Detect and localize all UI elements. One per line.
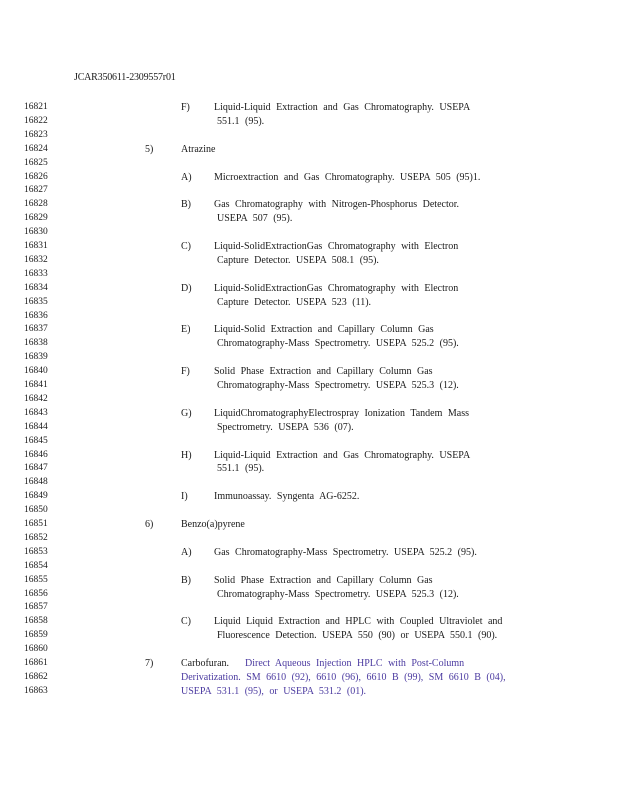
line-16823 xyxy=(0,129,618,142)
item-label: B) xyxy=(181,574,191,586)
item-label: E) xyxy=(181,324,191,336)
line-text: Benzo(a)pyrene xyxy=(181,519,245,530)
line-number: 16845 xyxy=(24,435,48,446)
line-16862 xyxy=(0,671,618,684)
line-16841 xyxy=(0,379,618,392)
line-text: Chromatography-Mass Spectrometry. USEPA 525.3 (12). xyxy=(217,588,459,600)
line-number: 16841 xyxy=(24,380,48,390)
line-number: 16849 xyxy=(24,491,48,502)
line-number: 16846 xyxy=(24,449,48,460)
line-16833 xyxy=(0,268,618,281)
line-text: Chromatography-Mass Spectrometry. USEPA 525.2 (95). xyxy=(217,338,459,350)
line-text: Solid Phase Extraction and Capillary Column Gas xyxy=(214,366,433,378)
line-16838 xyxy=(0,337,618,350)
line-text: Liquid-Solid Extraction and Capillary Column Gas xyxy=(214,324,434,336)
item-label: C) xyxy=(181,616,191,628)
item-label: F) xyxy=(181,102,190,113)
line-number: 16833 xyxy=(24,268,48,279)
line-number: 16821 xyxy=(24,102,48,112)
line-text: Capture Detector. USEPA 523 (11). xyxy=(217,296,372,308)
line-number: 16862 xyxy=(24,671,48,682)
line-16853 xyxy=(0,546,618,559)
line-number: 16830 xyxy=(24,227,48,238)
line-number: 16852 xyxy=(24,532,48,543)
line-16857 xyxy=(0,601,618,614)
line-number: 16844 xyxy=(24,421,48,432)
line-number: 16847 xyxy=(24,463,48,474)
line-text: Gas Chromatography with Nitrogen-Phosphorus Detector. xyxy=(214,199,460,211)
line-16844 xyxy=(0,421,618,434)
line-text: Chromatography-Mass Spectrometry. USEPA 525.3 (12). xyxy=(217,380,459,391)
line-16845 xyxy=(0,435,618,448)
line-16826 xyxy=(0,171,618,184)
line-16860 xyxy=(0,643,618,656)
line-number: 16843 xyxy=(24,407,48,418)
line-text: Liquid-SolidExtractionGas Chromatography with Electron xyxy=(214,241,459,252)
line-number: 16834 xyxy=(24,282,48,293)
line-16850 xyxy=(0,504,618,517)
line-text: Immunoassay. Syngenta AG-6252. xyxy=(214,491,360,503)
line-text: Liquid-Liquid Extraction and Gas Chromatography. USEPA xyxy=(214,449,471,461)
line-number: 16824 xyxy=(24,143,48,154)
item-label: H) xyxy=(181,449,192,461)
line-text: USEPA 531.1 (95), or USEPA 531.2 (01). xyxy=(181,685,367,697)
line-text: 551.1 (95). xyxy=(217,463,265,475)
line-number: 16860 xyxy=(24,644,48,655)
line-16854 xyxy=(0,560,618,573)
line-number: 16838 xyxy=(24,338,48,349)
line-text: Carbofuran. xyxy=(181,658,230,669)
line-number: 16832 xyxy=(24,254,48,265)
document-header: JCAR350611-2309557r01 xyxy=(74,72,176,83)
line-number: 16855 xyxy=(24,574,48,585)
line-number: 16853 xyxy=(24,546,48,557)
line-16851 xyxy=(0,518,618,531)
line-number: 16857 xyxy=(24,602,48,613)
line-number: 16854 xyxy=(24,560,48,571)
line-number: 16823 xyxy=(24,129,48,140)
line-16846 xyxy=(0,449,618,462)
line-number: 16850 xyxy=(24,505,48,516)
line-text: Solid Phase Extraction and Capillary Column Gas xyxy=(214,574,433,586)
line-number: 16827 xyxy=(24,185,48,196)
line-number: 16831 xyxy=(24,241,48,251)
line-16848 xyxy=(0,476,618,489)
item-label: C) xyxy=(181,241,191,252)
line-text-continued: Direct Aqueous Injection HPLC with Post-Column xyxy=(245,658,465,669)
line-16840 xyxy=(0,365,618,378)
line-16831 xyxy=(0,240,618,253)
item-label: A) xyxy=(181,546,192,558)
line-number: 16851 xyxy=(24,519,48,529)
line-text: Microextraction and Gas Chromatography. USEPA 505 (95)1. xyxy=(214,171,481,183)
line-number: 16835 xyxy=(24,296,48,307)
line-number: 16828 xyxy=(24,199,48,210)
line-text: Fluorescence Detection. USEPA 550 (90) or USEPA 550.1 (90). xyxy=(217,630,498,642)
line-text: Gas Chromatography-Mass Spectrometry. USEPA 525.2 (95). xyxy=(214,546,477,558)
item-label: G) xyxy=(181,407,192,419)
line-number: 16856 xyxy=(24,588,48,599)
line-text: 551.1 (95). xyxy=(217,115,265,127)
line-number: 16863 xyxy=(24,685,48,696)
line-16863 xyxy=(0,685,618,698)
line-16821 xyxy=(0,101,618,114)
item-label: 6) xyxy=(145,519,154,530)
line-number: 16822 xyxy=(24,115,48,126)
line-number: 16858 xyxy=(24,616,48,627)
line-number: 16837 xyxy=(24,324,48,335)
line-16828 xyxy=(0,198,618,211)
item-label: 7) xyxy=(145,658,154,669)
line-text: Atrazine xyxy=(181,143,216,155)
item-label: A) xyxy=(181,171,192,183)
line-text: Derivatization. SM 6610 (92), 6610 (96), 6610 B (99), SM 6610 B (04), xyxy=(181,671,506,683)
line-16837 xyxy=(0,323,618,336)
line-text: Capture Detector. USEPA 508.1 (95). xyxy=(217,254,379,266)
line-16835 xyxy=(0,296,618,309)
line-16847 xyxy=(0,462,618,475)
line-16827 xyxy=(0,184,618,197)
line-16834 xyxy=(0,282,618,295)
line-16861 xyxy=(0,657,618,670)
line-16836 xyxy=(0,310,618,323)
item-label: 5) xyxy=(145,143,154,155)
item-label: F) xyxy=(181,366,190,378)
line-16852 xyxy=(0,532,618,545)
line-number: 16861 xyxy=(24,658,48,668)
line-16829 xyxy=(0,212,618,225)
line-text: LiquidChromatographyElectrospray Ionization Tandem Mass xyxy=(214,407,470,419)
line-number: 16829 xyxy=(24,213,48,224)
line-16830 xyxy=(0,226,618,239)
line-16832 xyxy=(0,254,618,267)
line-number: 16859 xyxy=(24,630,48,641)
line-number: 16848 xyxy=(24,477,48,488)
line-16822 xyxy=(0,115,618,128)
line-number: 16839 xyxy=(24,352,48,363)
line-text: Spectrometry. USEPA 536 (07). xyxy=(217,421,354,433)
line-text: USEPA 507 (95). xyxy=(217,213,293,225)
line-16856 xyxy=(0,588,618,601)
line-text: Liquid Liquid Extraction and HPLC with Coupled Ultraviolet and xyxy=(214,616,503,628)
line-16859 xyxy=(0,629,618,642)
line-16825 xyxy=(0,157,618,170)
line-number: 16836 xyxy=(24,310,48,321)
line-number: 16842 xyxy=(24,393,48,404)
line-number: 16840 xyxy=(24,366,48,377)
line-16849 xyxy=(0,490,618,503)
line-16839 xyxy=(0,351,618,364)
line-16842 xyxy=(0,393,618,406)
line-16855 xyxy=(0,574,618,587)
line-16843 xyxy=(0,407,618,420)
item-label: I) xyxy=(181,491,188,503)
line-16824 xyxy=(0,143,618,156)
line-number: 16825 xyxy=(24,157,48,168)
item-label: D) xyxy=(181,282,192,294)
line-number: 16826 xyxy=(24,171,48,182)
line-text: Liquid-SolidExtractionGas Chromatography with Electron xyxy=(214,282,459,294)
item-label: B) xyxy=(181,199,191,211)
line-text: Liquid-Liquid Extraction and Gas Chromatography. USEPA xyxy=(214,102,471,113)
line-16858 xyxy=(0,615,618,628)
